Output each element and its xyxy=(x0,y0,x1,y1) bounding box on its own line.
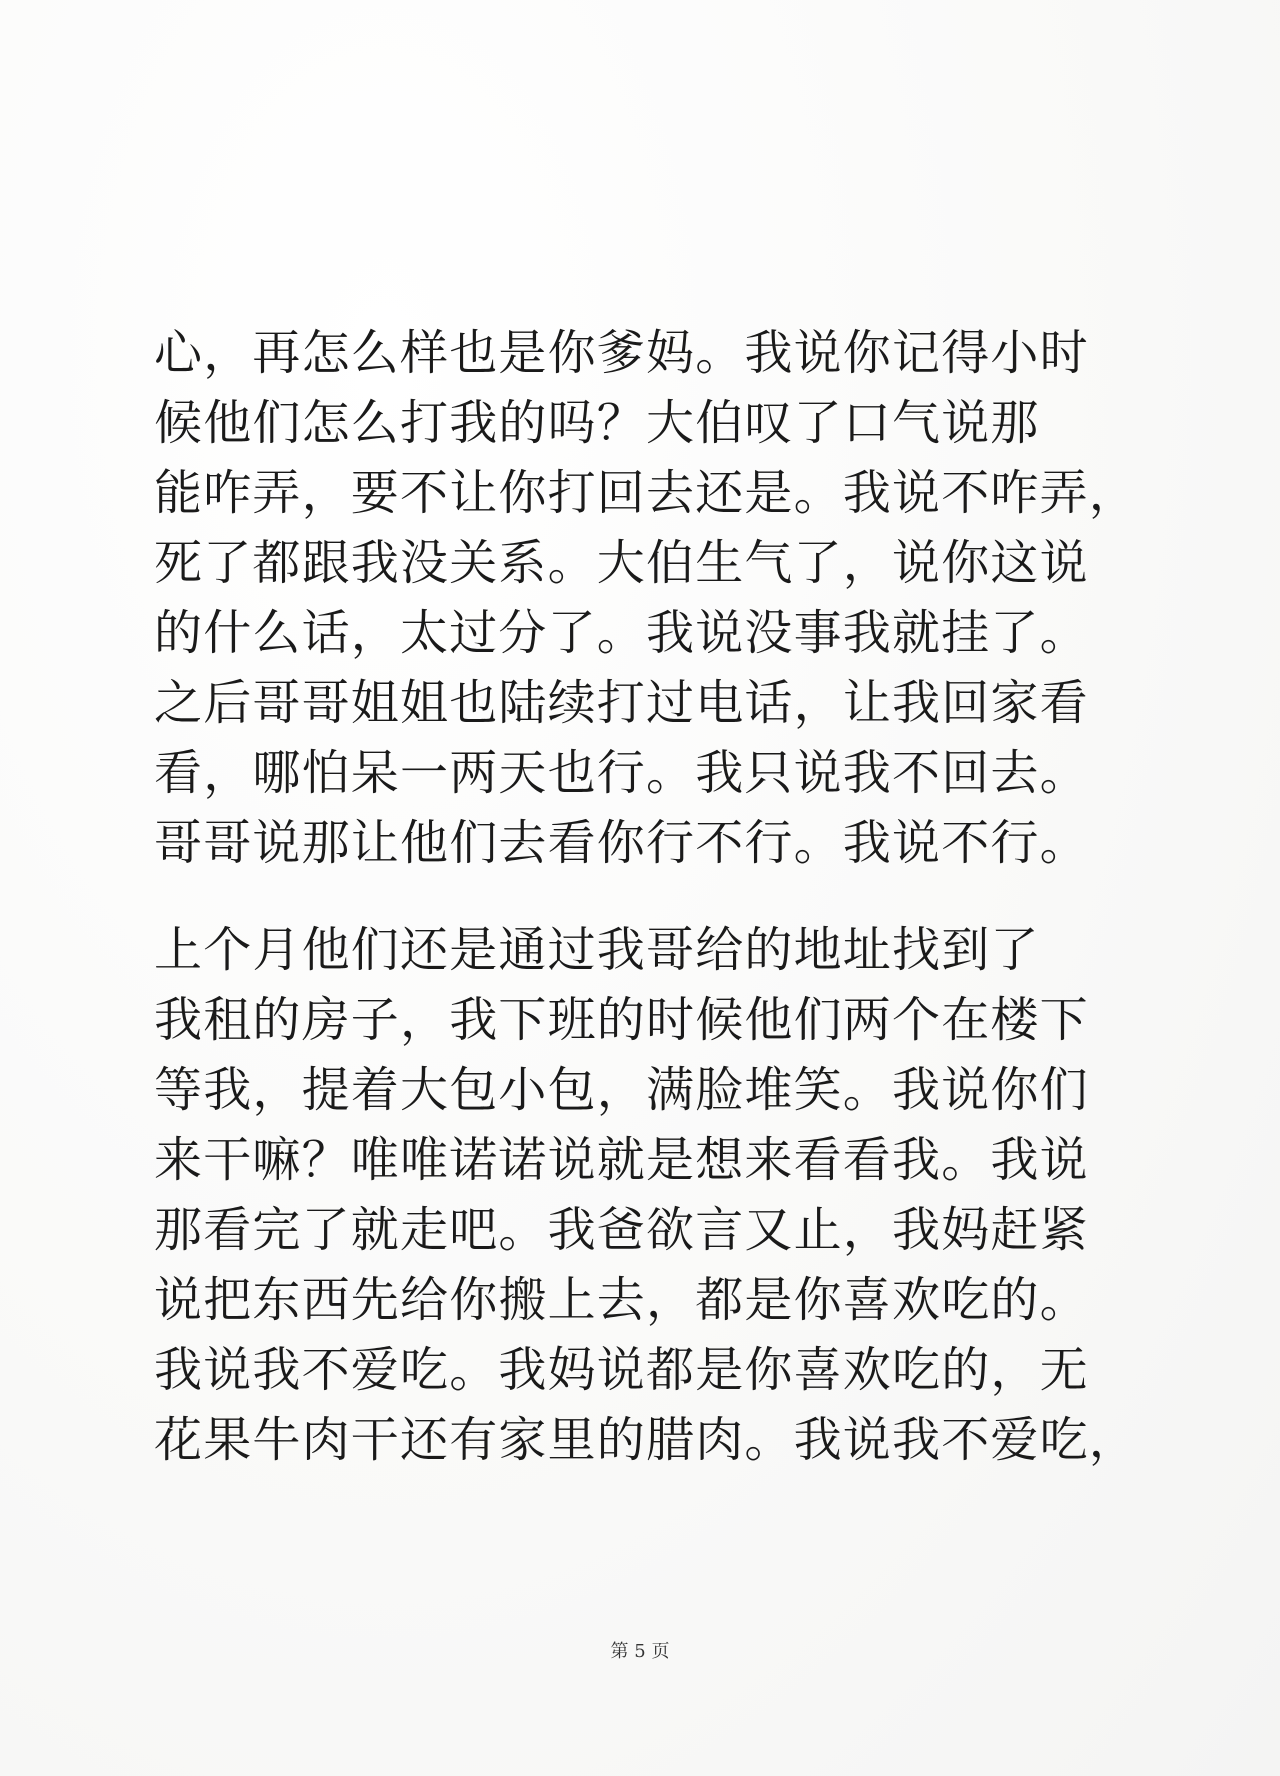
text-line: 死了都跟我没关系。大伯生气了，说你这说 xyxy=(154,535,1089,591)
text-line: 我说我不爱吃。我妈说都是你喜欢吃的，无 xyxy=(154,1342,1089,1398)
text-line: 候他们怎么打我的吗？大伯叹了口气说那 xyxy=(154,395,1040,451)
paragraph xyxy=(154,318,1144,878)
text-line: 哥哥说那让他们去看你行不行。我说不行。 xyxy=(154,815,1089,871)
text-line: 之后哥哥姐姐也陆续打过电话，让我回家看 xyxy=(154,675,1089,731)
text-line: 那看完了就走吧。我爸欲言又止，我妈赶紧 xyxy=(154,1202,1089,1258)
text-line: 上个月他们还是通过我哥给的地址找到了 xyxy=(154,922,1040,978)
text-line: 来干嘛？唯唯诺诺说就是想来看看我。我说 xyxy=(154,1132,1089,1188)
text-line: 看，哪怕呆一两天也行。我只说我不回去。 xyxy=(154,745,1089,801)
text-line: 等我，提着大包小包，满脸堆笑。我说你们 xyxy=(154,1062,1089,1118)
paragraph xyxy=(154,915,1144,1475)
text-line: 花果牛肉干还有家里的腊肉。我说我不爱吃， xyxy=(154,1412,1139,1468)
text-line: 的什么话，太过分了。我说没事我就挂了。 xyxy=(154,605,1089,661)
text-line: 心，再怎么样也是你爹妈。我说你记得小时 xyxy=(154,325,1089,381)
text-line: 说把东西先给你搬上去，都是你喜欢吃的。 xyxy=(154,1272,1089,1328)
page-number: 第 5 页 xyxy=(610,1641,670,1662)
text-line: 能咋弄，要不让你打回去还是。我说不咋弄， xyxy=(154,465,1139,521)
text-line: 我租的房子，我下班的时候他们两个在楼下 xyxy=(154,992,1089,1048)
